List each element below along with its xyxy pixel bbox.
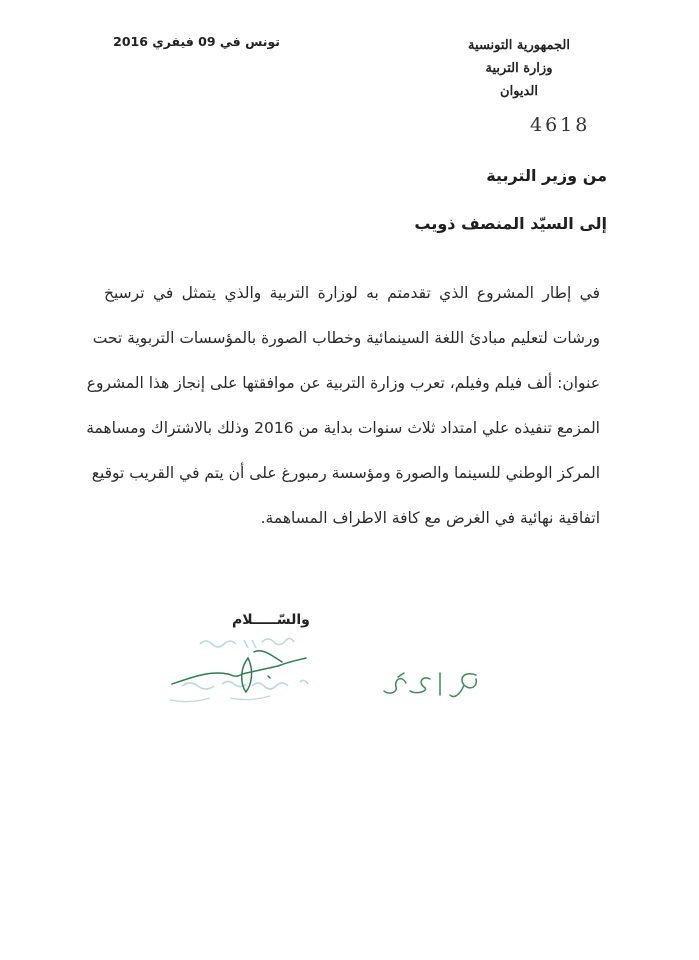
signature — [170, 640, 320, 700]
sender-line: من وزير التربية — [486, 166, 607, 185]
body-line: عنوان: ألف فيلم وفيلم، تعرب وزارة التربية عن موافقتها على إنجاز هذا المشروع — [86, 374, 600, 392]
date-line: تونس في 09 فيفري 2016 — [113, 34, 280, 49]
letter-body — [86, 278, 600, 548]
letterhead — [419, 34, 619, 103]
recipient-line: إلى السيّد المنصف ذويب — [414, 214, 607, 233]
closing-salutation: والسّـــــلام — [232, 612, 310, 628]
letterhead-ministry: وزارة التربية — [485, 61, 553, 76]
letterhead-country: الجمهورية التونسية — [468, 38, 570, 53]
body-line: في إطار المشروع الذي تقدمتم به لوزارة التربية والذي يتمثل في ترسيخ — [104, 284, 600, 302]
letterhead-office: الديوان — [500, 84, 538, 99]
body-line: المركز الوطني للسينما والصورة ومؤسسة رمبورغ على أن يتم في القريب توقيع — [91, 464, 600, 482]
body-line: المزمع تنفيذه علي امتداد ثلاث سنوات بداية من 2016 وذلك بالاشتراك ومساهمة — [86, 419, 600, 437]
body-line: ورشات لتعليم مبادئ اللغة السينمائية وخطاب الصورة بالمؤسسات التربوية تحت — [92, 329, 600, 347]
handwritten-note — [380, 665, 490, 705]
reference-number: 4618 — [530, 114, 591, 136]
body-line: اتفاقية نهائية في الغرض مع كافة الاطراف المساهمة. — [260, 509, 600, 527]
